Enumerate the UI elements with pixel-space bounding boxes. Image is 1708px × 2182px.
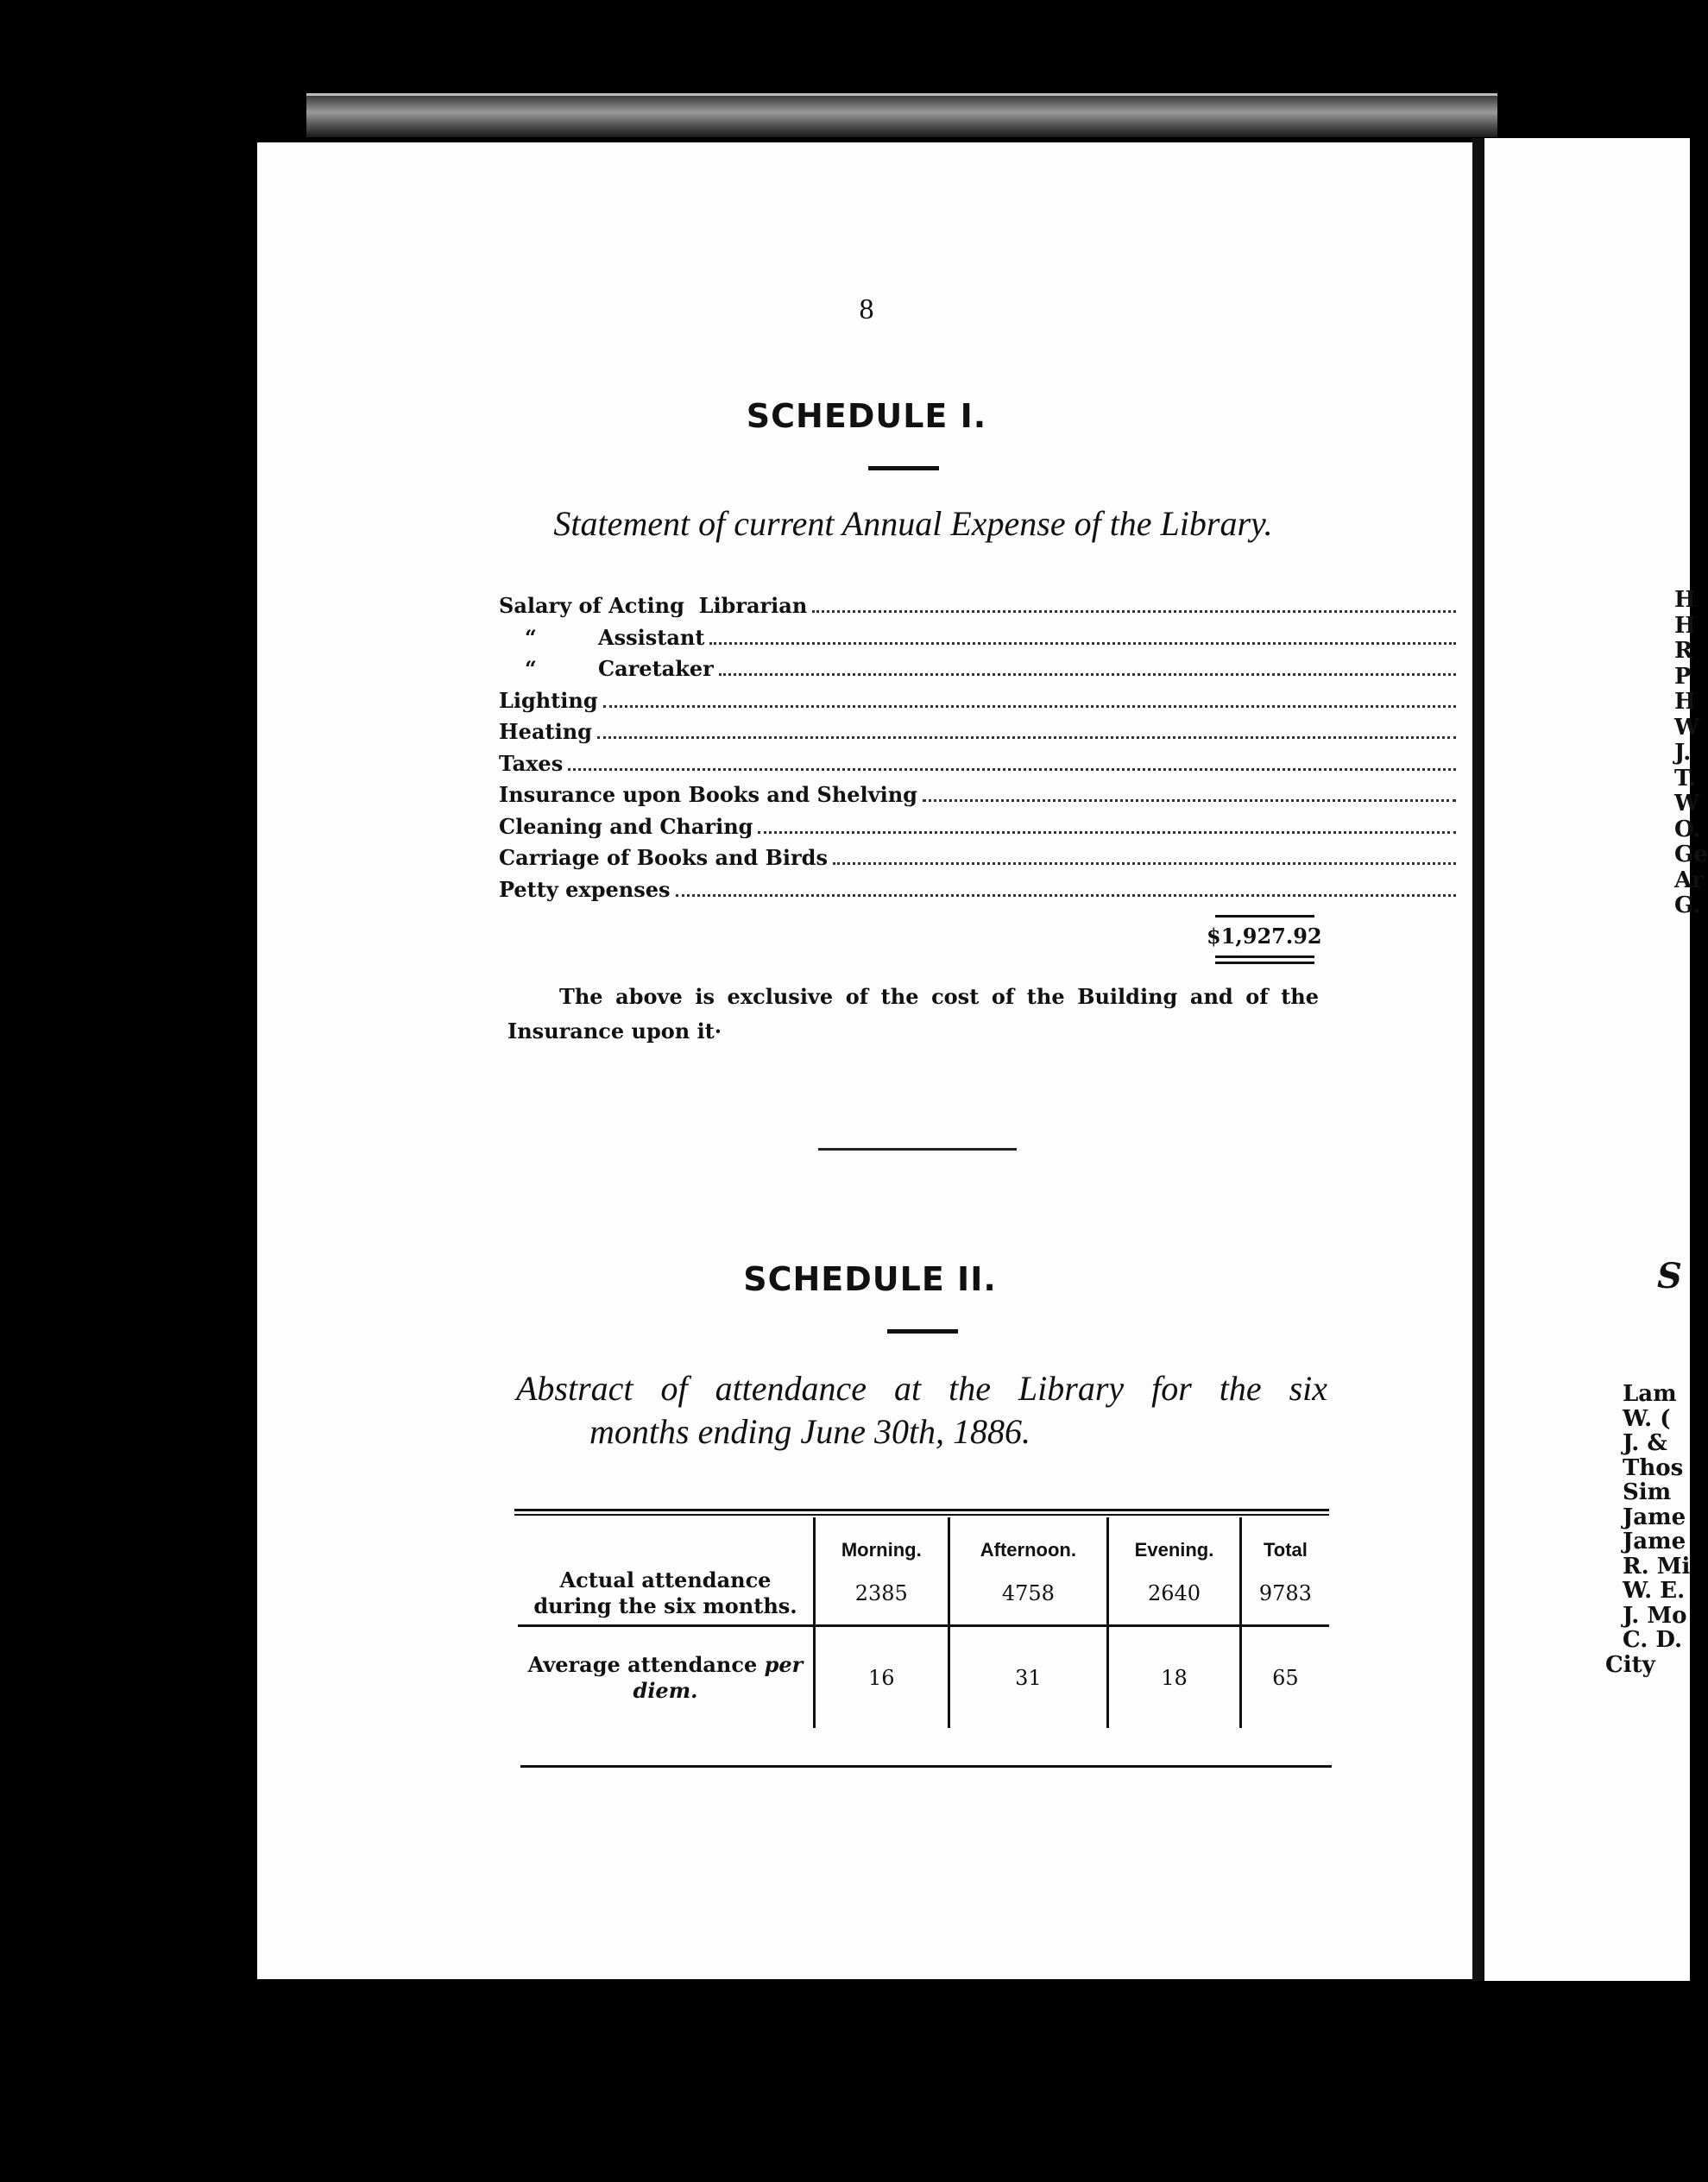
expense-list (499, 593, 1573, 908)
page-number: 8 (859, 293, 874, 325)
cell-value: 4758 (949, 1562, 1108, 1626)
facing-page-text: H (1674, 689, 1696, 715)
table-corner (518, 1517, 815, 1562)
facing-page-heading: S (1657, 1256, 1682, 1296)
facing-page-text: G. (1674, 892, 1701, 918)
expense-row (499, 593, 1573, 625)
dot-leader (719, 673, 1456, 676)
total-rule (1215, 915, 1314, 918)
expense-label-text: Lighting (499, 687, 598, 713)
table-row (518, 1562, 1329, 1626)
table-bottom-rule (520, 1765, 1332, 1768)
dot-leader (812, 610, 1456, 613)
expense-label (499, 719, 592, 744)
facing-page-text: J. & (1623, 1430, 1667, 1456)
table-top-rule (514, 1514, 1329, 1516)
column-header-afternoon: Afternoon. (949, 1517, 1108, 1562)
cell-value: 18 (1108, 1626, 1241, 1729)
expense-row (499, 877, 1573, 909)
facing-page-text: J. (1674, 740, 1692, 766)
expense-label (499, 593, 807, 618)
column-header-evening: Evening. (1108, 1517, 1241, 1562)
facing-page-text: R. Mi (1623, 1553, 1691, 1580)
expense-row (499, 782, 1573, 814)
heading-rule (887, 1329, 958, 1334)
expense-label (499, 814, 753, 839)
facing-page-text: W (1674, 791, 1700, 817)
table-row (518, 1626, 1329, 1729)
expense-label (499, 625, 704, 650)
expense-label-text: Salary of Acting Librarian (499, 593, 808, 618)
section-divider (818, 1148, 1017, 1151)
facing-page-fragment (1472, 138, 1708, 1981)
facing-page-text: W. E. (1623, 1578, 1686, 1604)
facing-page-text: Lam (1623, 1381, 1677, 1407)
row-label-text: Average attendance (527, 1651, 758, 1677)
document-page (257, 142, 1476, 1979)
table-top-rule (514, 1509, 1329, 1511)
dot-leader (603, 705, 1456, 708)
facing-page-text: T. (1674, 765, 1697, 791)
facing-page-text: W. ( (1623, 1405, 1671, 1432)
facing-page-text: Jame (1623, 1504, 1686, 1530)
expense-label-text: Insurance upon Books and Shelving (499, 782, 917, 807)
schedule-2-subtitle-line-2: months ending June 30th, 1886. (589, 1412, 1031, 1451)
column-header-total: Total (1263, 1539, 1308, 1561)
expense-label (499, 877, 671, 902)
dot-leader (758, 831, 1456, 834)
cell-value: 2640 (1108, 1562, 1241, 1626)
row-label (518, 1626, 815, 1729)
total-double-rule (1215, 955, 1314, 958)
facing-page-text: H (1674, 587, 1696, 613)
dot-leader (709, 642, 1456, 645)
facing-page-text: H (1674, 612, 1696, 639)
row-label (518, 1562, 815, 1626)
facing-page-text: R (1674, 638, 1693, 664)
dot-leader (568, 768, 1456, 771)
facing-page-text: Thos (1623, 1454, 1684, 1481)
row-label-text: Actual attendance during the six months. (533, 1567, 797, 1618)
cell-value: 16 (815, 1626, 949, 1729)
ditto-mark: “ (525, 656, 537, 681)
heading-rule (868, 466, 939, 470)
expense-label (499, 845, 828, 870)
schedule-1-heading: SCHEDULE I. (746, 397, 987, 435)
expense-row (499, 656, 1573, 688)
schedule-2-subtitle-line-1: Abstract of attendance at the Library for the six (516, 1369, 1327, 1408)
expense-label (499, 656, 714, 681)
facing-page-text: P (1674, 663, 1692, 690)
expense-row (499, 688, 1573, 720)
facing-page-text: Sim (1623, 1479, 1672, 1505)
expense-label-text: Carriage of Books and Birds (499, 845, 828, 870)
facing-page-text: O. (1674, 816, 1701, 842)
cell-value: 65 (1240, 1626, 1329, 1729)
expense-label-text: Assistant (598, 624, 705, 650)
expense-label (499, 782, 917, 807)
column-header-morning: Morning. (815, 1517, 949, 1562)
cell-value: 2385 (815, 1562, 949, 1626)
cell-value: 31 (949, 1626, 1108, 1729)
expense-label-text: Petty expenses (499, 876, 671, 902)
facing-page-text: Ar (1674, 867, 1704, 893)
expense-row (499, 845, 1573, 877)
row-label-italic: per (764, 1651, 804, 1677)
facing-page-text: Ge (1674, 842, 1708, 867)
book-binding-edge (306, 93, 1497, 137)
expense-total: $1,927.92 (1207, 924, 1322, 949)
facing-page-text: W (1674, 714, 1700, 741)
expense-label-text: Caretaker (598, 656, 714, 681)
dot-leader (597, 736, 1456, 739)
expense-label-text: Heating (499, 719, 592, 744)
row-label-italic: diem. (633, 1677, 698, 1703)
expense-row (499, 625, 1573, 657)
dot-leader (676, 894, 1456, 897)
facing-page-text: City (1605, 1651, 1655, 1678)
schedule-2-heading: SCHEDULE II. (743, 1260, 997, 1298)
expense-row (499, 751, 1573, 783)
facing-page-text: C. D. (1623, 1627, 1683, 1653)
schedule-1-subtitle: Statement of current Annual Expense of the Library. (553, 504, 1273, 543)
ditto-mark: “ (525, 624, 537, 650)
expense-label-text: Taxes (499, 750, 564, 776)
expense-label-text: Cleaning and Charing (499, 813, 753, 839)
dot-leader (923, 799, 1456, 802)
cell-value: 9783 (1258, 1581, 1312, 1605)
dot-leader (833, 862, 1456, 865)
expense-label (499, 751, 563, 776)
attendance-table (518, 1517, 1329, 1728)
schedule-1-note: The above is exclusive of the cost of the Building and of the Insurance upon it· (507, 984, 1319, 1044)
facing-page-text: J. Mo (1623, 1602, 1687, 1629)
expense-label (499, 688, 598, 713)
total-double-rule (1215, 962, 1314, 964)
expense-row (499, 719, 1573, 751)
expense-row (499, 814, 1573, 846)
facing-page-text: Jame (1623, 1529, 1686, 1555)
